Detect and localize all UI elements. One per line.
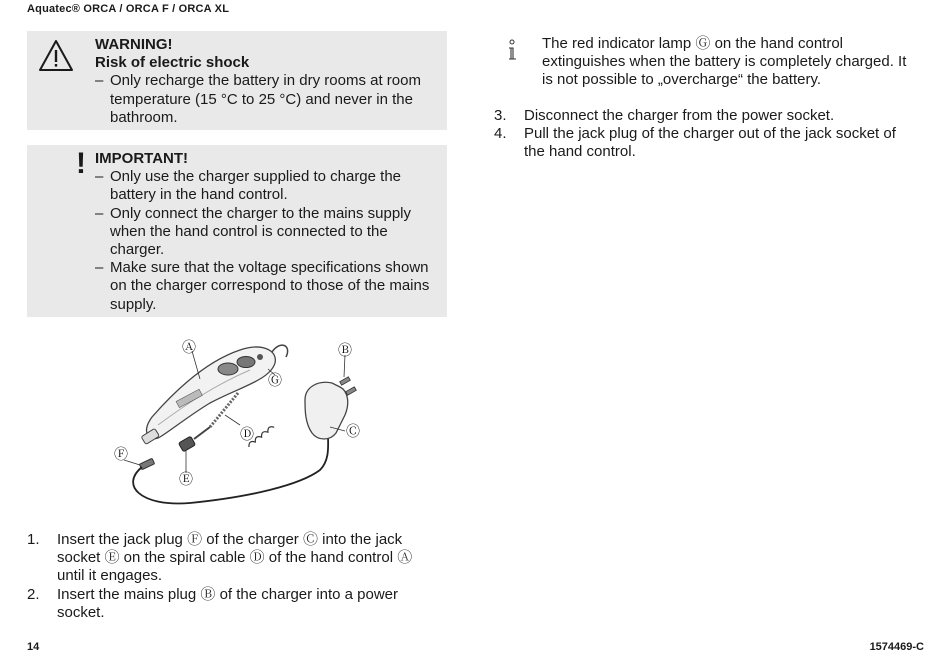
step-number: 1. xyxy=(27,531,40,548)
step-text: Insert the mains plug Ⓑ of the charger into a power socket. xyxy=(57,585,399,621)
exclamation-icon: ! xyxy=(76,147,86,180)
steps-list-left xyxy=(27,531,437,622)
step-text: Disconnect the charger from the power socket. xyxy=(524,107,835,124)
step-number: 2. xyxy=(27,585,40,603)
warning-title: WARNING! xyxy=(95,36,173,53)
important-item: – Only use the charger supplied to charge the battery in the hand control. xyxy=(95,168,439,204)
step-number: 4. xyxy=(494,125,507,143)
important-title: IMPORTANT! xyxy=(95,150,189,167)
warning-list xyxy=(95,72,439,127)
step-item xyxy=(27,586,437,622)
callout-c: Ⓒ xyxy=(346,424,360,440)
charger xyxy=(305,382,348,439)
info-note xyxy=(505,35,915,90)
warning-triangle-icon xyxy=(38,39,74,73)
warning-box xyxy=(27,31,447,130)
info-icon xyxy=(505,39,519,63)
steps-list-right xyxy=(494,107,907,162)
callout-f: Ⓕ xyxy=(114,447,128,463)
charger-illustration xyxy=(100,335,380,515)
callout-g: Ⓖ xyxy=(268,373,282,389)
callout-a: Ⓐ xyxy=(182,340,196,356)
step-number: 3. xyxy=(494,107,507,124)
step-item xyxy=(27,531,437,586)
page-number: 14 xyxy=(27,641,40,653)
callout-e: Ⓔ xyxy=(179,472,193,488)
step-item xyxy=(494,125,907,161)
step-item xyxy=(494,107,907,125)
step-text: Pull the jack plug of the charger out of the jack socket of the hand control. xyxy=(524,125,896,161)
warning-item: – Only recharge the battery in dry rooms at room temperature (15 °C to 25 °C) and never in the bathroom. xyxy=(95,72,439,127)
warning-subtitle: Risk of electric shock xyxy=(95,54,250,72)
important-item: – Make sure that the voltage specifications shown on the charger correspond to those of the mains supply. xyxy=(95,259,439,314)
step-text: Insert the jack plug Ⓕ of the charger Ⓒ into the jack socket Ⓔ on the spiral cable Ⓓ of the hand control Ⓐ until it engages. xyxy=(57,531,413,585)
document-id: 1574469-C xyxy=(869,641,924,653)
important-item: – Only connect the charger to the mains supply when the hand control is connected to the charger. xyxy=(95,205,439,260)
important-list xyxy=(95,168,439,314)
callout-d: Ⓓ xyxy=(240,427,254,443)
callout-b: Ⓑ xyxy=(338,343,352,359)
hand-control xyxy=(147,347,276,439)
info-note-text: The red indicator lamp Ⓖ on the hand control extinguishes when the battery is completely charged. It is not possible to „overcharge“ the battery. xyxy=(542,35,907,89)
important-box xyxy=(27,145,447,317)
running-header: Aquatec® ORCA / ORCA F / ORCA XL xyxy=(27,3,230,15)
